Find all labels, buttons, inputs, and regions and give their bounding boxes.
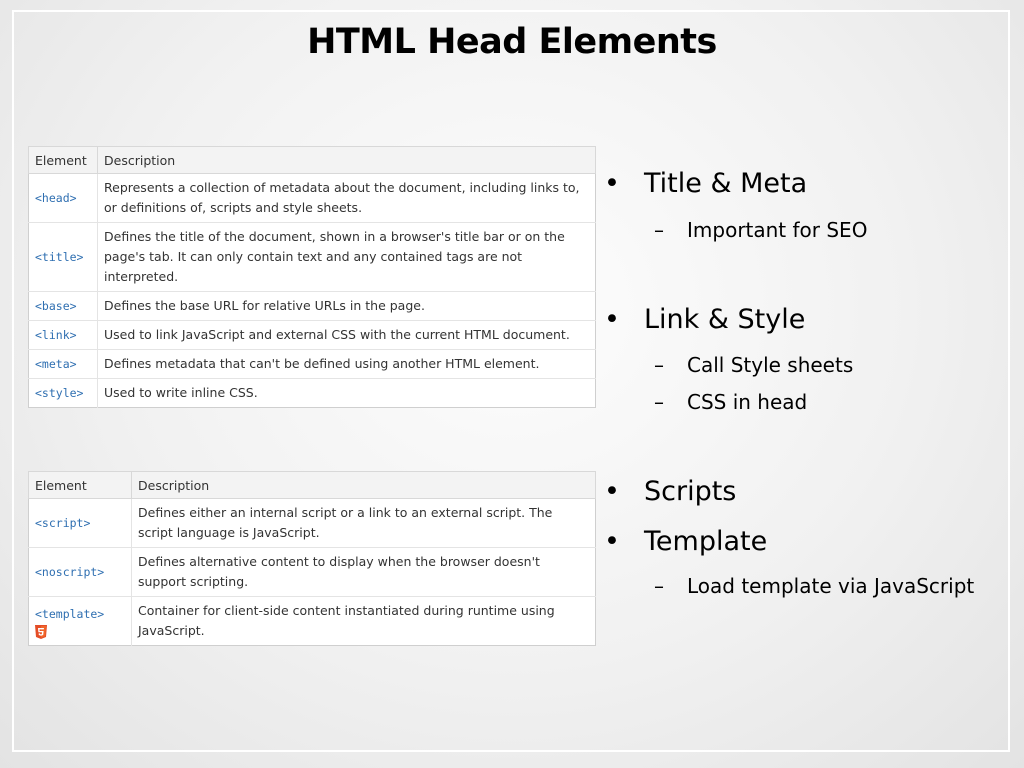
- bullet-text: Scripts: [644, 476, 737, 507]
- table-row: [29, 321, 596, 350]
- description-cell: Defines either an internal script or a link to an external script. The script language is JavaScript.: [132, 499, 596, 548]
- slide-title: HTML Head Elements: [307, 22, 717, 62]
- element-cell: <meta>: [29, 350, 98, 379]
- dash-icon: –: [654, 390, 664, 414]
- bullet-item: [600, 526, 767, 557]
- bullet-dot-icon: •: [604, 526, 620, 557]
- sub-bullet-item: [654, 218, 867, 242]
- bullet-item: [600, 168, 807, 199]
- script-elements-table: [28, 471, 596, 646]
- table-row: [29, 223, 596, 292]
- sub-bullet-text: Important for SEO: [687, 218, 868, 242]
- description-cell: Defines metadata that can't be defined using another HTML element.: [98, 350, 596, 379]
- description-cell: Used to link JavaScript and external CSS with the current HTML document.: [98, 321, 596, 350]
- table-row: [29, 548, 596, 597]
- table-row: [29, 350, 596, 379]
- bullet-text: Link & Style: [644, 304, 806, 335]
- table-header-row: [29, 147, 596, 174]
- bullet-item: [600, 476, 736, 507]
- sub-bullet-item: [654, 353, 853, 377]
- table-header-row: [29, 472, 596, 499]
- dash-icon: –: [654, 574, 664, 598]
- element-cell: <script>: [29, 499, 132, 548]
- description-cell: Defines the title of the document, shown in a browser's title bar or on the page's tab. It can only contain text and any contained tags are not interpreted.: [98, 223, 596, 292]
- element-cell: <style>: [29, 379, 98, 408]
- html5-icon: [35, 625, 47, 639]
- dash-icon: –: [654, 218, 664, 242]
- element-cell: <link>: [29, 321, 98, 350]
- bullet-dot-icon: •: [604, 304, 620, 335]
- element-cell: <noscript>: [29, 548, 132, 597]
- bullet-text: Template: [644, 526, 768, 557]
- description-cell: Container for client-side content instantiated during runtime using JavaScript.: [132, 597, 596, 646]
- element-cell: <head>: [29, 174, 98, 223]
- column-header-description: Description: [98, 147, 596, 174]
- sub-bullet-item: [654, 574, 974, 598]
- dash-icon: –: [654, 353, 664, 377]
- table-row: [29, 499, 596, 548]
- column-header-description: Description: [132, 472, 596, 499]
- table-row: [29, 174, 596, 223]
- bullet-dot-icon: •: [604, 168, 620, 199]
- description-cell: Defines alternative content to display when the browser doesn't support scripting.: [132, 548, 596, 597]
- sub-bullet-item: [654, 390, 807, 414]
- description-cell: Used to write inline CSS.: [98, 379, 596, 408]
- sub-bullet-text: Load template via JavaScript: [687, 574, 975, 598]
- sub-bullet-text: Call Style sheets: [687, 353, 854, 377]
- description-cell: Defines the base URL for relative URLs in the page.: [98, 292, 596, 321]
- element-cell-with-icon: [29, 597, 132, 646]
- table-row: [29, 292, 596, 321]
- table-row: [29, 597, 596, 646]
- head-elements-table: [28, 146, 596, 408]
- bullet-dot-icon: •: [604, 476, 620, 507]
- bullet-text: Title & Meta: [644, 168, 808, 199]
- sub-bullet-text: CSS in head: [687, 390, 808, 414]
- element-label: <template>: [35, 606, 105, 621]
- description-cell: Represents a collection of metadata about the document, including links to, or definitions of, scripts and style sheets.: [98, 174, 596, 223]
- column-header-element: Element: [29, 147, 98, 174]
- bullet-item: [600, 304, 805, 335]
- table-row: [29, 379, 596, 408]
- element-cell: <title>: [29, 223, 98, 292]
- element-cell: <base>: [29, 292, 98, 321]
- column-header-element: Element: [29, 472, 132, 499]
